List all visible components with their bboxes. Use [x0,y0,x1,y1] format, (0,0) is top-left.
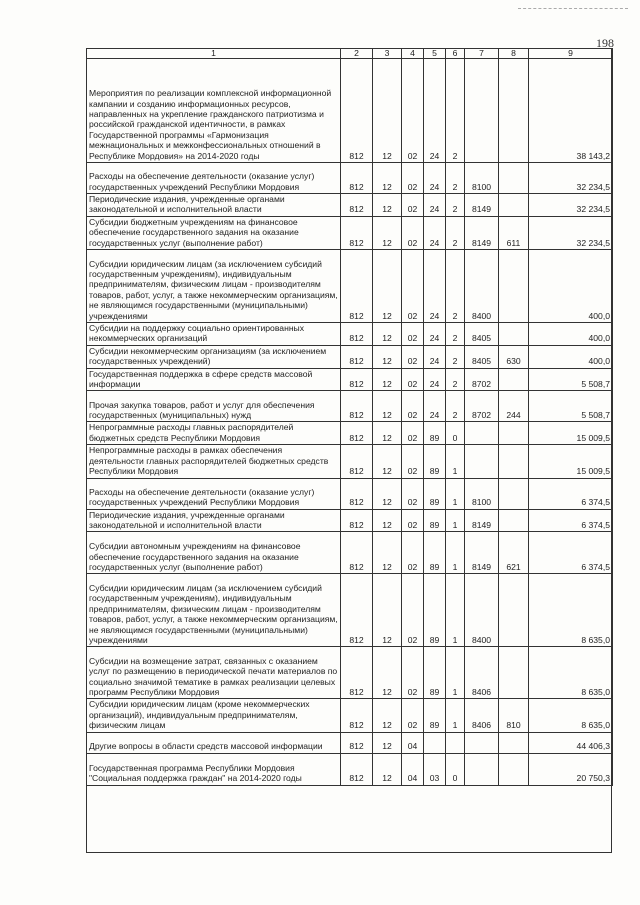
subsection-code-cell: 02 [402,323,424,346]
target-article-code-cell: 8702 [465,368,499,391]
ministry-code-cell: 812 [341,732,373,753]
program-code-cell: 24 [424,391,446,422]
table-row [87,250,613,323]
section-code-cell: 12 [373,391,402,422]
subprogram-code-cell: 2 [446,216,465,249]
column-header: 2 [341,49,373,59]
row-name-cell: Непрограммные расходы главных распорядителей бюджетных средств Республики Мордовия [87,422,341,445]
expense-type-code-cell [499,753,529,785]
subprogram-code-cell [446,732,465,753]
expense-type-code-cell [499,574,529,647]
row-name-cell: Субсидии некоммерческим организациям (за исключением государственных учреждений) [87,345,341,368]
subprogram-code-cell: 1 [446,574,465,647]
row-name-cell: Расходы на обеспечение деятельности (оказание услуг) государственных учреждений Республики Мордовия [87,163,341,194]
table-row [87,532,613,574]
target-article-code-cell: 8405 [465,323,499,346]
target-article-code-cell [465,753,499,785]
section-code-cell: 12 [373,345,402,368]
amount-cell: 6 374,5 [529,532,613,574]
table-row [87,445,613,478]
expense-type-code-cell [499,422,529,445]
column-header: 8 [499,49,529,59]
program-code-cell: 89 [424,509,446,532]
scan-edge-mark [518,8,628,9]
target-article-code-cell [465,422,499,445]
amount-cell: 15 009,5 [529,422,613,445]
row-name-cell: Мероприятия по реализации комплексной информационной кампании и созданию информационных ресурсов, направленных на укрепление гражданского патриотизма и российской гражданской идентичности, в рамках Государственной программы «Гармонизация межнациональных и межконфессиональных отношений в Республике Мордовия» на 2014-2020 годы [87,59,341,163]
column-header: 7 [465,49,499,59]
program-code-cell: 89 [424,445,446,478]
expense-type-code-cell [499,478,529,509]
table-row [87,163,613,194]
amount-cell: 38 143,2 [529,59,613,163]
subprogram-code-cell: 2 [446,163,465,194]
subsection-code-cell: 02 [402,368,424,391]
program-code-cell: 24 [424,59,446,163]
table-row [87,323,613,346]
amount-cell: 32 234,5 [529,194,613,217]
subsection-code-cell: 02 [402,163,424,194]
table-row [87,216,613,249]
expense-type-code-cell [499,732,529,753]
target-article-code-cell [465,59,499,163]
program-code-cell: 89 [424,478,446,509]
section-code-cell: 12 [373,422,402,445]
expense-type-code-cell [499,59,529,163]
amount-cell: 400,0 [529,323,613,346]
amount-cell: 400,0 [529,345,613,368]
target-article-code-cell: 8100 [465,163,499,194]
amount-cell: 32 234,5 [529,216,613,249]
row-name-cell: Субсидии на поддержку социально ориентированных некоммерческих организаций [87,323,341,346]
column-header: 5 [424,49,446,59]
program-code-cell: 24 [424,194,446,217]
amount-cell: 44 406,3 [529,732,613,753]
section-code-cell: 12 [373,163,402,194]
program-code-cell: 24 [424,163,446,194]
target-article-code-cell [465,732,499,753]
subsection-code-cell: 02 [402,445,424,478]
ministry-code-cell: 812 [341,323,373,346]
ministry-code-cell: 812 [341,478,373,509]
table-row [87,699,613,732]
subsection-code-cell: 02 [402,509,424,532]
amount-cell: 8 635,0 [529,574,613,647]
row-name-cell: Государственная поддержка в сфере средств массовой информации [87,368,341,391]
column-header: 9 [529,49,613,59]
subprogram-code-cell: 1 [446,509,465,532]
table-row [87,753,613,785]
expense-type-code-cell: 630 [499,345,529,368]
subprogram-code-cell: 2 [446,391,465,422]
amount-cell: 32 234,5 [529,163,613,194]
amount-cell: 20 750,3 [529,753,613,785]
row-name-cell: Субсидии юридическим лицам (за исключением субсидий государственным учреждениям), индивидуальным предпринимателям, физическим лицам - производителям товаров, работ, услуг, а также некоммерческим организациям, не являющимся государственными (муниципальными) учреждениями [87,574,341,647]
target-article-code-cell [465,445,499,478]
row-name-cell: Субсидии бюджетным учреждениям на финансовое обеспечение государственного задания на оказание государственных услуг (выполнение работ) [87,216,341,249]
row-name-cell: Субсидии юридическим лицам (кроме некоммерческих организаций), индивидуальным предпринимателям, физическим лицам [87,699,341,732]
amount-cell: 400,0 [529,250,613,323]
program-code-cell: 89 [424,422,446,445]
table-row [87,59,613,163]
expense-type-code-cell [499,163,529,194]
row-name-cell: Субсидии юридическим лицам (за исключением субсидий государственным учреждениям), индивидуальным предпринимателям, физическим лицам - производителям товаров, работ, услуг, а также некоммерческим организациям, не являющимся государственными (муниципальными) учреждениями [87,250,341,323]
subsection-code-cell: 02 [402,478,424,509]
amount-cell: 6 374,5 [529,509,613,532]
expense-type-code-cell [499,368,529,391]
ministry-code-cell: 812 [341,509,373,532]
program-code-cell: 24 [424,323,446,346]
table-row [87,391,613,422]
row-name-cell: Субсидии на возмещение затрат, связанных с оказанием услуг по размещению в периодической печати материалов по социально значимой тематике в рамках реализации целевых программ Республики Мордовия [87,647,341,699]
table-row [87,647,613,699]
section-code-cell: 12 [373,216,402,249]
program-code-cell: 89 [424,699,446,732]
target-article-code-cell: 8149 [465,532,499,574]
ministry-code-cell: 812 [341,532,373,574]
row-name-cell: Периодические издания, учрежденные органами законодательной и исполнительной власти [87,509,341,532]
subprogram-code-cell: 2 [446,194,465,217]
table-row [87,732,613,753]
subsection-code-cell: 02 [402,250,424,323]
program-code-cell: 24 [424,368,446,391]
amount-cell: 6 374,5 [529,478,613,509]
row-name-cell: Прочая закупка товаров, работ и услуг для обеспечения государственных (муниципальных) нужд [87,391,341,422]
table-row [87,509,613,532]
expense-type-code-cell [499,647,529,699]
expense-type-code-cell: 621 [499,532,529,574]
ministry-code-cell: 812 [341,216,373,249]
subprogram-code-cell: 2 [446,345,465,368]
ministry-code-cell: 812 [341,574,373,647]
section-code-cell: 12 [373,509,402,532]
target-article-code-cell: 8405 [465,345,499,368]
section-code-cell: 12 [373,323,402,346]
table-row [87,478,613,509]
budget-table [86,48,613,786]
subprogram-code-cell: 2 [446,323,465,346]
row-name-cell: Непрограммные расходы в рамках обеспечения деятельности главных распорядителей бюджетных средств Республики Мордовия [87,445,341,478]
table-row [87,574,613,647]
section-code-cell: 12 [373,732,402,753]
ministry-code-cell: 812 [341,194,373,217]
amount-cell: 5 508,7 [529,391,613,422]
row-name-cell: Другие вопросы в области средств массовой информации [87,732,341,753]
expense-type-code-cell [499,194,529,217]
page-number: 198 [596,36,614,50]
amount-cell: 15 009,5 [529,445,613,478]
subsection-code-cell: 02 [402,647,424,699]
section-code-cell: 12 [373,478,402,509]
subprogram-code-cell: 1 [446,478,465,509]
target-article-code-cell: 8406 [465,699,499,732]
target-article-code-cell: 8149 [465,216,499,249]
row-name-cell: Периодические издания, учрежденные органами законодательной и исполнительной власти [87,194,341,217]
subsection-code-cell: 02 [402,391,424,422]
subsection-code-cell: 02 [402,422,424,445]
section-code-cell: 12 [373,647,402,699]
table-row [87,368,613,391]
column-header: 6 [446,49,465,59]
subprogram-code-cell: 1 [446,532,465,574]
section-code-cell: 12 [373,574,402,647]
expense-type-code-cell: 244 [499,391,529,422]
expense-type-code-cell: 810 [499,699,529,732]
ministry-code-cell: 812 [341,391,373,422]
section-code-cell: 12 [373,753,402,785]
column-header: 1 [87,49,341,59]
target-article-code-cell: 8406 [465,647,499,699]
target-article-code-cell: 8702 [465,391,499,422]
expense-type-code-cell [499,250,529,323]
program-code-cell: 89 [424,647,446,699]
subprogram-code-cell: 0 [446,753,465,785]
subsection-code-cell: 02 [402,345,424,368]
target-article-code-cell: 8149 [465,194,499,217]
program-code-cell: 89 [424,574,446,647]
section-code-cell: 12 [373,445,402,478]
amount-cell: 8 635,0 [529,699,613,732]
ministry-code-cell: 812 [341,250,373,323]
subsection-code-cell: 02 [402,216,424,249]
column-number-row [87,49,613,59]
row-name-cell: Государственная программа Республики Мордовия "Социальная поддержка граждан" на 2014-2020 годы [87,753,341,785]
subsection-code-cell: 02 [402,194,424,217]
expense-type-code-cell: 611 [499,216,529,249]
expense-type-code-cell [499,509,529,532]
subsection-code-cell: 02 [402,699,424,732]
program-code-cell: 03 [424,753,446,785]
target-article-code-cell: 8100 [465,478,499,509]
subsection-code-cell: 04 [402,732,424,753]
subprogram-code-cell: 1 [446,445,465,478]
expense-type-code-cell [499,323,529,346]
column-header: 4 [402,49,424,59]
expense-type-code-cell [499,445,529,478]
target-article-code-cell: 8400 [465,574,499,647]
ministry-code-cell: 812 [341,699,373,732]
ministry-code-cell: 812 [341,368,373,391]
table-row [87,194,613,217]
section-code-cell: 12 [373,368,402,391]
table-row [87,422,613,445]
subprogram-code-cell: 2 [446,59,465,163]
row-name-cell: Субсидии автономным учреждениям на финансовое обеспечение государственного задания на оказание государственных услуг (выполнение работ) [87,532,341,574]
target-article-code-cell: 8400 [465,250,499,323]
amount-cell: 8 635,0 [529,647,613,699]
ministry-code-cell: 812 [341,753,373,785]
ministry-code-cell: 812 [341,345,373,368]
program-code-cell: 24 [424,216,446,249]
subprogram-code-cell: 2 [446,368,465,391]
section-code-cell: 12 [373,699,402,732]
row-name-cell: Расходы на обеспечение деятельности (оказание услуг) государственных учреждений Республики Мордовия [87,478,341,509]
ministry-code-cell: 812 [341,647,373,699]
section-code-cell: 12 [373,59,402,163]
subsection-code-cell: 02 [402,574,424,647]
program-code-cell: 24 [424,250,446,323]
amount-cell: 5 508,7 [529,368,613,391]
program-code-cell [424,732,446,753]
program-code-cell: 89 [424,532,446,574]
ministry-code-cell: 812 [341,59,373,163]
section-code-cell: 12 [373,194,402,217]
section-code-cell: 12 [373,532,402,574]
target-article-code-cell: 8149 [465,509,499,532]
program-code-cell: 24 [424,345,446,368]
subprogram-code-cell: 0 [446,422,465,445]
ministry-code-cell: 812 [341,445,373,478]
column-header: 3 [373,49,402,59]
ministry-code-cell: 812 [341,422,373,445]
ministry-code-cell: 812 [341,163,373,194]
subprogram-code-cell: 1 [446,699,465,732]
subsection-code-cell: 02 [402,532,424,574]
subsection-code-cell: 02 [402,59,424,163]
subprogram-code-cell: 2 [446,250,465,323]
table-row [87,345,613,368]
subsection-code-cell: 04 [402,753,424,785]
section-code-cell: 12 [373,250,402,323]
subprogram-code-cell: 1 [446,647,465,699]
